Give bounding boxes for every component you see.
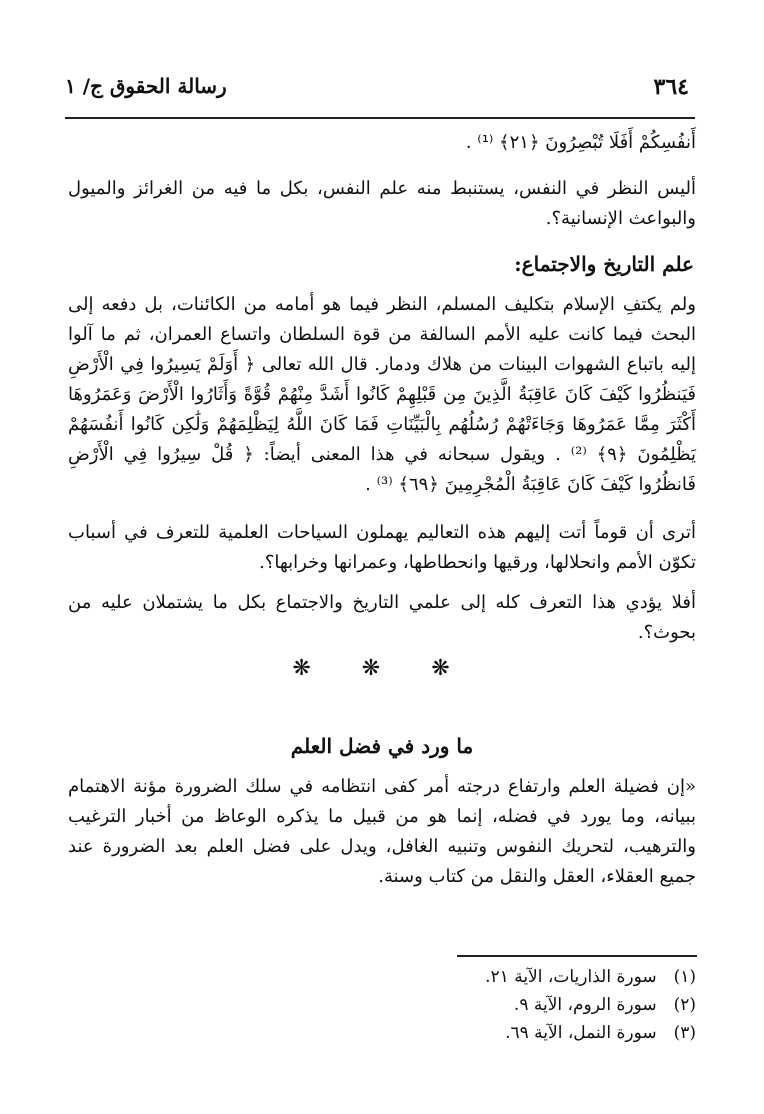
section-heading-virtue-of-knowledge: ما ورد في فضل العلم	[290, 734, 474, 758]
footnote	[296, 964, 696, 990]
footnote-text: سورة الروم، الآية ٩.	[513, 995, 657, 1015]
footnote-number: (٣)	[673, 1023, 696, 1043]
quran-verse-continuation: أَنفُسِكُمْ أَفَلَا تُبْصِرُونَ ﴿٢١﴾ ⁽¹⁾ .	[465, 132, 696, 153]
header-rule	[65, 117, 695, 119]
paragraph-scientific-travel: أترى أن قوماً أتت إليهم هذه التعاليم يهملون السياحات العلمية للتعرف في أسباب تكوّن الأمم وانحلالها، ورقيها وانحطاطها، وعمرانها وخرابها؟.	[68, 522, 696, 573]
paragraph-history: ولم يكتفِ الإسلام بتكليف المسلم، النظر فيما هو أمامه من الكائنات، بل دفعه إلى البحث فيما كانت عليه الأمم السالفة من قوة السلطان واتساع العمران، ثم ما آلوا إليه باتباع الشهوات البينات من هلاك ودمار. قال الله تعالى ﴿ أَوَلَمْ يَسِيرُوا فِي الْأَرْضِ فَيَنظُرُوا كَيْفَ كَانَ عَاقِبَةُ الَّذِينَ مِن قَبْلِهِمْ كَانُوا أَشَدَّ مِنْهُمْ قُوَّةً وَأَثَارُوا الْأَرْضَ وَعَمَرُوهَا أَكْثَرَ مِمَّا عَمَرُوهَا وَجَاءَتْهُمْ رُسُلُهُم بِالْبَيِّنَاتِ فَمَا كَانَ اللَّهُ لِيَظْلِمَهُمْ وَلَٰكِن كَانُوا أَنفُسَهُمْ يَظْلِمُونَ ﴿٩﴾ ⁽²⁾ . ويقول سبحانه في هذا المعنى أيضاً: ﴿ قُلْ سِيرُوا فِي الْأَرْضِ فَانظُرُوا كَيْفَ كَانَ عَاقِبَةُ الْمُجْرِمِينَ ﴿٦٩﴾ ⁽³⁾ .	[68, 294, 696, 495]
footnote	[296, 992, 696, 1018]
section-separator: ❋ ❋ ❋	[292, 656, 472, 681]
page-number: ٣٦٤	[653, 74, 689, 100]
footnote-text: سورة النمل، الآية ٦٩.	[505, 1023, 657, 1043]
footnote-rule	[457, 955, 697, 957]
section-heading-history-sociology: علم التاريخ والاجتماع:	[514, 252, 694, 276]
footnote-text: سورة الذاريات، الآية ٢١.	[485, 967, 657, 987]
footnote-number: (٢)	[673, 995, 696, 1015]
paragraph-conclusion: أفلا يؤدي هذا التعرف كله إلى علمي التاريخ والاجتماع بكل ما يشتملان عليه من بحوث؟.	[68, 592, 696, 643]
paragraph-virtue-of-knowledge: «إن فضيلة العلم وارتفاع درجته أمر كفى انتظامه في سلك الضرورة مؤنة الاهتمام ببيانه، وما يورد في فضله، إنما هو من قبيل ما يذكره الوعاظ من أخبار الترغيب والترهيب، لتحريك النفوس وتنبيه الغافل، ويدل على فضل العلم بعد الضرورة عند جميع العقلاء، العقل والنقل من كتاب وسنة.	[68, 776, 696, 887]
running-title: رسالة الحقوق ج/ ١	[65, 74, 227, 98]
footnote-number: (١)	[673, 967, 696, 987]
footnote	[296, 1020, 696, 1046]
paragraph-self-reflection: أليس النظر في النفس، يستنبط منه علم النفس، بكل ما فيه من الغرائز والميول والبواعث الإنسانية؟.	[68, 178, 696, 229]
